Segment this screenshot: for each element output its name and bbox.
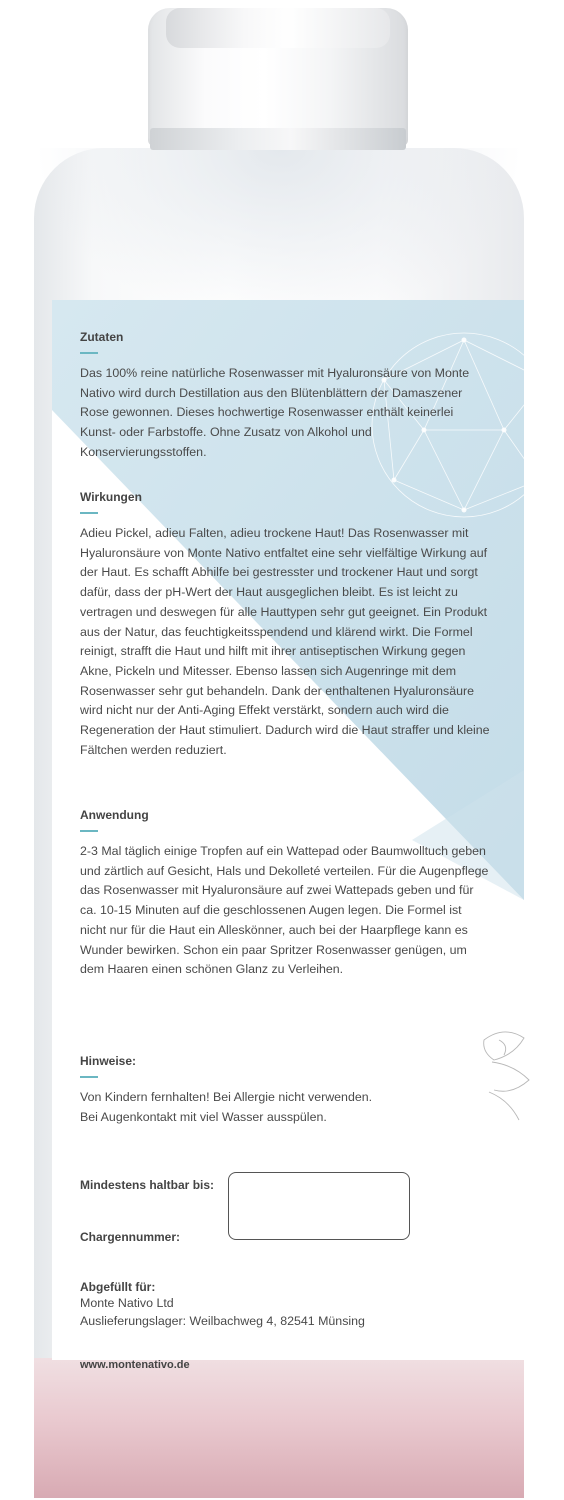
product-label <box>52 300 524 1371</box>
wirkungen-title: Wirkungen <box>80 490 142 504</box>
abgefuellt-title: Abgefüllt für: <box>80 1280 156 1294</box>
charge-label: Chargennummer: <box>80 1230 181 1244</box>
anwendung-text: 2-3 Mal täglich einige Tropfen auf ein Wattepad oder Baumwolltuch geben und zärtlich auf Gesicht, Hals und Dekolleté verteilen. Für die Augenpflege das Rosenwasser mit Hyaluronsäure auf zwei Wattepads geben und für ca. 10-15 Minuten auf die geschlossenen Augen legen. Die Formel ist nicht nur für die Haut ein Alleskönner, auch bei der Haarpflege kann es Wunder bewirken. Schon ein paar Spritzer Rosenwasser genügen, um dem Haaren einen schönen Glanz zu Verleihen. <box>80 844 489 977</box>
section-hinweise <box>80 1054 372 1127</box>
section-rule <box>80 1076 98 1078</box>
anwendung-title: Anwendung <box>80 808 149 822</box>
section-url <box>80 1355 190 1373</box>
website-url: www.montenativo.de <box>80 1359 190 1371</box>
hinweise-line-1: Von Kindern fernhalten! Bei Allergie nicht verwenden. <box>80 1090 373 1104</box>
mhd-label: Mindestens haltbar bis: <box>80 1178 215 1192</box>
section-anwendung <box>80 808 490 980</box>
wirkungen-text: Adieu Pickel, adieu Falten, adieu trockene Haut! Das Rosenwasser mit Hyaluronsäure von Monte Nativo entfaltet eine sehr vielfältige Wirkung auf der Haut. Es schafft Abhilfe bei gestresster und trockener Haut und sorgt dafür, dass der pH-Wert der Haut ausgeglichen bleibt. Es ist leicht zu vertragen und deswegen für alle Hauttypen sehr gut geeignet. Ein Produkt aus der Natur, das feuchtigkeitsspendend und klärend wirkt. Die Formel reinigt, strafft die Haut und hilft mit ihrer antiseptischen Wirkung gegen Akne, Pickeln und Mitesser. Ebenso lassen sich Augenringe mit dem Rosenwasser sehr gut behandeln. Dank der enthaltenen Hyaluronsäure wird nicht nur der Anti-Aging Effekt verstärkt, sondern auch wird die Regeneration der Haut stimuliert. Dadurch wird die Haut straffer und kleine Fältchen werden reduziert. <box>80 526 490 757</box>
company-name: Monte Nativo Ltd <box>80 1296 174 1310</box>
section-abgefuellt <box>80 1280 365 1330</box>
hinweise-title: Hinweise: <box>80 1054 137 1068</box>
section-zutaten <box>80 330 490 463</box>
section-rule <box>80 830 98 832</box>
cap-band <box>150 128 406 150</box>
rose-water-liquid <box>34 1358 524 1498</box>
section-wirkungen <box>80 490 490 760</box>
section-rule <box>80 512 98 514</box>
zutaten-text: Das 100% reine natürliche Rosenwasser mit Hyaluronsäure von Monte Nativo wird durch Destillation aus den Blütenblättern der Damaszener Rose gewonnen. Dieses hochwertige Rosenwasser enthält keinerlei Kunst- oder Farbstoffe. Ohne Zusatz von Alkohol und Konservierungsstoffen. <box>80 366 470 459</box>
hinweise-line-2: Bei Augenkontakt mit viel Wasser ausspülen. <box>80 1109 327 1124</box>
rose-sketch-graphic <box>474 1020 554 1130</box>
company-address: Auslieferungslager: Weilbachweg 4, 82541 Münsing <box>80 1314 365 1328</box>
section-rule <box>80 352 98 354</box>
zutaten-title: Zutaten <box>80 330 124 344</box>
cap-top <box>166 8 390 48</box>
date-batch-box <box>228 1172 410 1240</box>
